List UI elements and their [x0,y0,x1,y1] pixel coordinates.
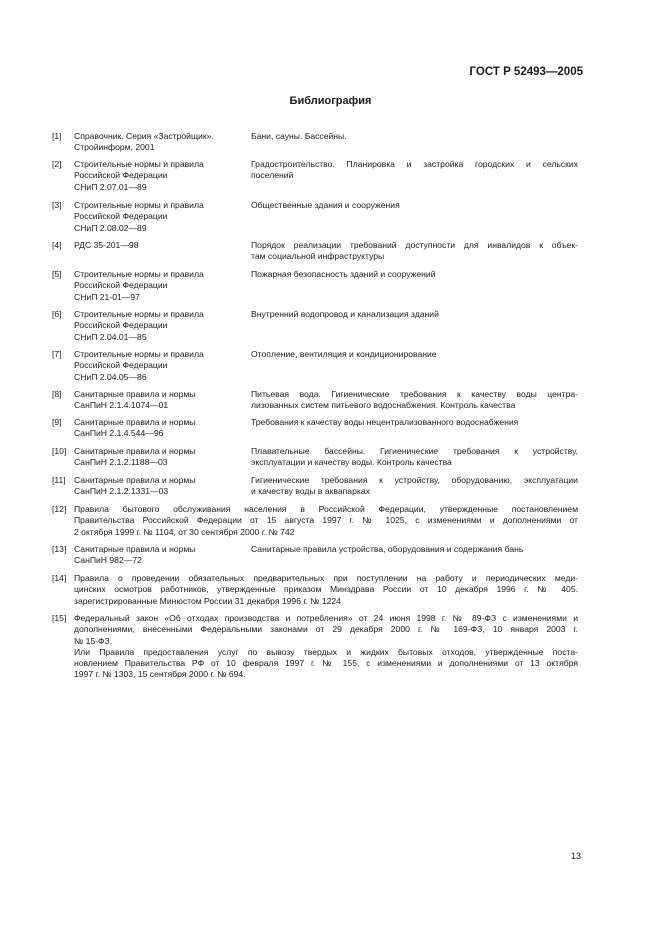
entry-text-line: Правительства Российской Федерации от 15 августа 1997 г. № 1025, с изменениями и дополнениями от [74,515,578,526]
entry-number: [14] [52,573,67,583]
entry-number: [4] [52,240,62,250]
entry-number: [9] [52,417,62,427]
description-line: Общественные здания и сооружения [251,200,400,210]
entry-text-line: Правила бытового обслуживания населения в Российской Федерации, утвержденные постановлением [74,504,578,514]
source-line: Стройинформ, 2001 [74,142,155,153]
entry-text [74,613,578,681]
entry-description [251,131,578,142]
entry-description [251,269,578,280]
document-header: ГОСТ Р 52493—2005 [469,66,583,78]
source-line: Российской Федерации [74,360,168,371]
entry-description [251,349,578,360]
entry-description [251,159,578,182]
source-line: Российской Федерации [74,211,168,222]
entry-number: [11] [52,475,66,485]
source-line: Санитарные правила и нормы [74,544,196,554]
entry-number: [10] [52,446,67,456]
description-line: Внутренний водопровод и канализация зданий [251,309,439,319]
source-line: СНиП 21-01—97 [74,291,140,302]
entry-number: [13] [52,544,67,554]
source-line: Санитарные правила и нормы [74,417,196,427]
entry-description [251,417,578,428]
entry-source [74,389,249,412]
entry-description [251,544,578,555]
entry-description [251,240,578,263]
entry-number: [3] [52,200,62,210]
entry-description [251,475,578,498]
entry-description [251,309,578,320]
source-line: Строительные нормы и правила [74,309,204,319]
description-line: поселений [251,170,294,181]
entry-text-line: № 15-ФЗ. [74,635,113,646]
description-line: Санитарные правила устройства, оборудования и содержания бань [251,544,524,554]
source-line: Справочник. Серия «Застройщик». [74,131,214,141]
entry-text-line: зарегистрированные Минюстом России 31 декабря 1996 г. № 1224 [74,595,341,606]
entry-number: [15] [52,613,67,623]
source-line: СНиП 2.08.02—89 [74,222,147,233]
source-line: СанПиН 2.1.2.1331—03 [74,486,169,497]
description-line: Питьевая вода. Гигиенические требования к качеству воды центра- [251,389,578,399]
entry-text-line: цинских осмотров работников, утвержденные приказом Минздрава России от 10 декабря 1996 г. № 405. [74,584,578,595]
entry-source [74,475,249,498]
description-line: и качеству воды в аквапарках [251,486,370,497]
source-line: Санитарные правила и нормы [74,389,196,399]
entry-source [74,309,249,343]
entry-source [74,240,249,251]
source-line: Российской Федерации [74,170,168,181]
source-line: СНиП 2.07.01—89 [74,181,147,192]
page-number: 13 [570,851,581,861]
entry-number: [2] [52,159,62,169]
entry-number: [6] [52,309,62,319]
description-line: лизованных систем питьевого водоснабжения. Контроль качества [251,400,516,411]
source-line: Санитарные правила и нормы [74,446,196,456]
entry-text-line: Правила о проведении обязательных предварительных при поступлении на работу и периодических меди- [74,573,578,583]
entry-text-line: 2 октября 1999 г. № 1104, от 30 сентября 2000 г. № 742 [74,526,295,537]
entry-number: [7] [52,349,62,359]
source-line: СНиП 2.04.01—85 [74,331,147,342]
entry-source [74,349,249,383]
description-line: Отопление, вентиляция и кондиционирование [251,349,437,359]
source-line: Российской Федерации [74,320,168,331]
source-line: Строительные нормы и правила [74,349,204,359]
entry-text-line: новлением Правительства РФ от 10 февраля 1997 г. № 155, с изменениями и дополнениями от 13 октября [74,658,578,669]
source-line: РДС 35-201—98 [74,240,139,250]
entry-number: [12] [52,504,67,514]
source-line: Строительные нормы и правила [74,159,204,169]
source-line: СанПиН 2.1.4.544—96 [74,428,164,439]
entry-description [251,446,578,469]
entry-text-line: 1997 г. № 1303, 15 сентября 2000 г. № 694. [74,669,246,680]
entry-text [74,504,578,538]
source-line: Строительные нормы и правила [74,200,204,210]
entry-number: [8] [52,389,62,399]
entry-source [74,200,249,234]
description-line: Порядок реализации требований доступности для инвалидов к объек- [251,240,578,250]
description-line: Бани, сауны. Бассейны. [251,131,347,141]
entry-source [74,159,249,193]
entry-number: [5] [52,269,62,279]
description-line: Требования к качеству воды нецентрализованного водоснабжения [251,417,519,427]
source-line: Российской Федерации [74,280,168,291]
description-line: Плавательные бассейны. Гигиенические требования к устройству, [251,446,578,456]
entry-text-line: дополнениями, внесенными Федеральными законами от 29 декабря 2000 г. № 169-ФЗ, 10 января 2003 г. [74,624,578,635]
source-line: СНиП 2.04.05—86 [74,371,147,382]
source-line: СанПиН 2.1.4.1074—01 [74,400,169,411]
entry-description [251,389,578,412]
entry-source [74,446,249,469]
entry-source [74,417,249,440]
entry-number: [1] [52,131,62,141]
entry-source [74,544,249,567]
entry-source [74,269,249,303]
description-line: Пожарная безопасность зданий и сооружений [251,269,436,279]
entry-text-line: Федеральный закон «Об отходах производства и потребления» от 24 июня 1998 г. № 89-ФЗ с изменениями и [74,613,578,623]
description-line: Гигиенические требования к устройству, оборудованию, эксплуатации [251,475,578,485]
description-line: там социальной инфраструктуры [251,251,385,262]
entry-source [74,131,249,154]
source-line: СанПиН 2.1.2.1188—03 [74,457,168,468]
source-line: Строительные нормы и правила [74,269,204,279]
source-line: Санитарные правила и нормы [74,475,196,485]
entry-text [74,573,578,607]
description-line: эксплуатации и качеству воды. Контроль качества [251,457,452,468]
source-line: СанПиН 982—72 [74,555,142,566]
description-line: Градостроительство. Планировка и застройка городских и сельских [251,159,578,169]
entry-text-line: Или Правила предоставления услуг по вывозу твердых и жидких бытовых отходов, утвержденные поста- [74,646,578,657]
page-title: Библиография [289,95,372,107]
entry-description [251,200,578,211]
